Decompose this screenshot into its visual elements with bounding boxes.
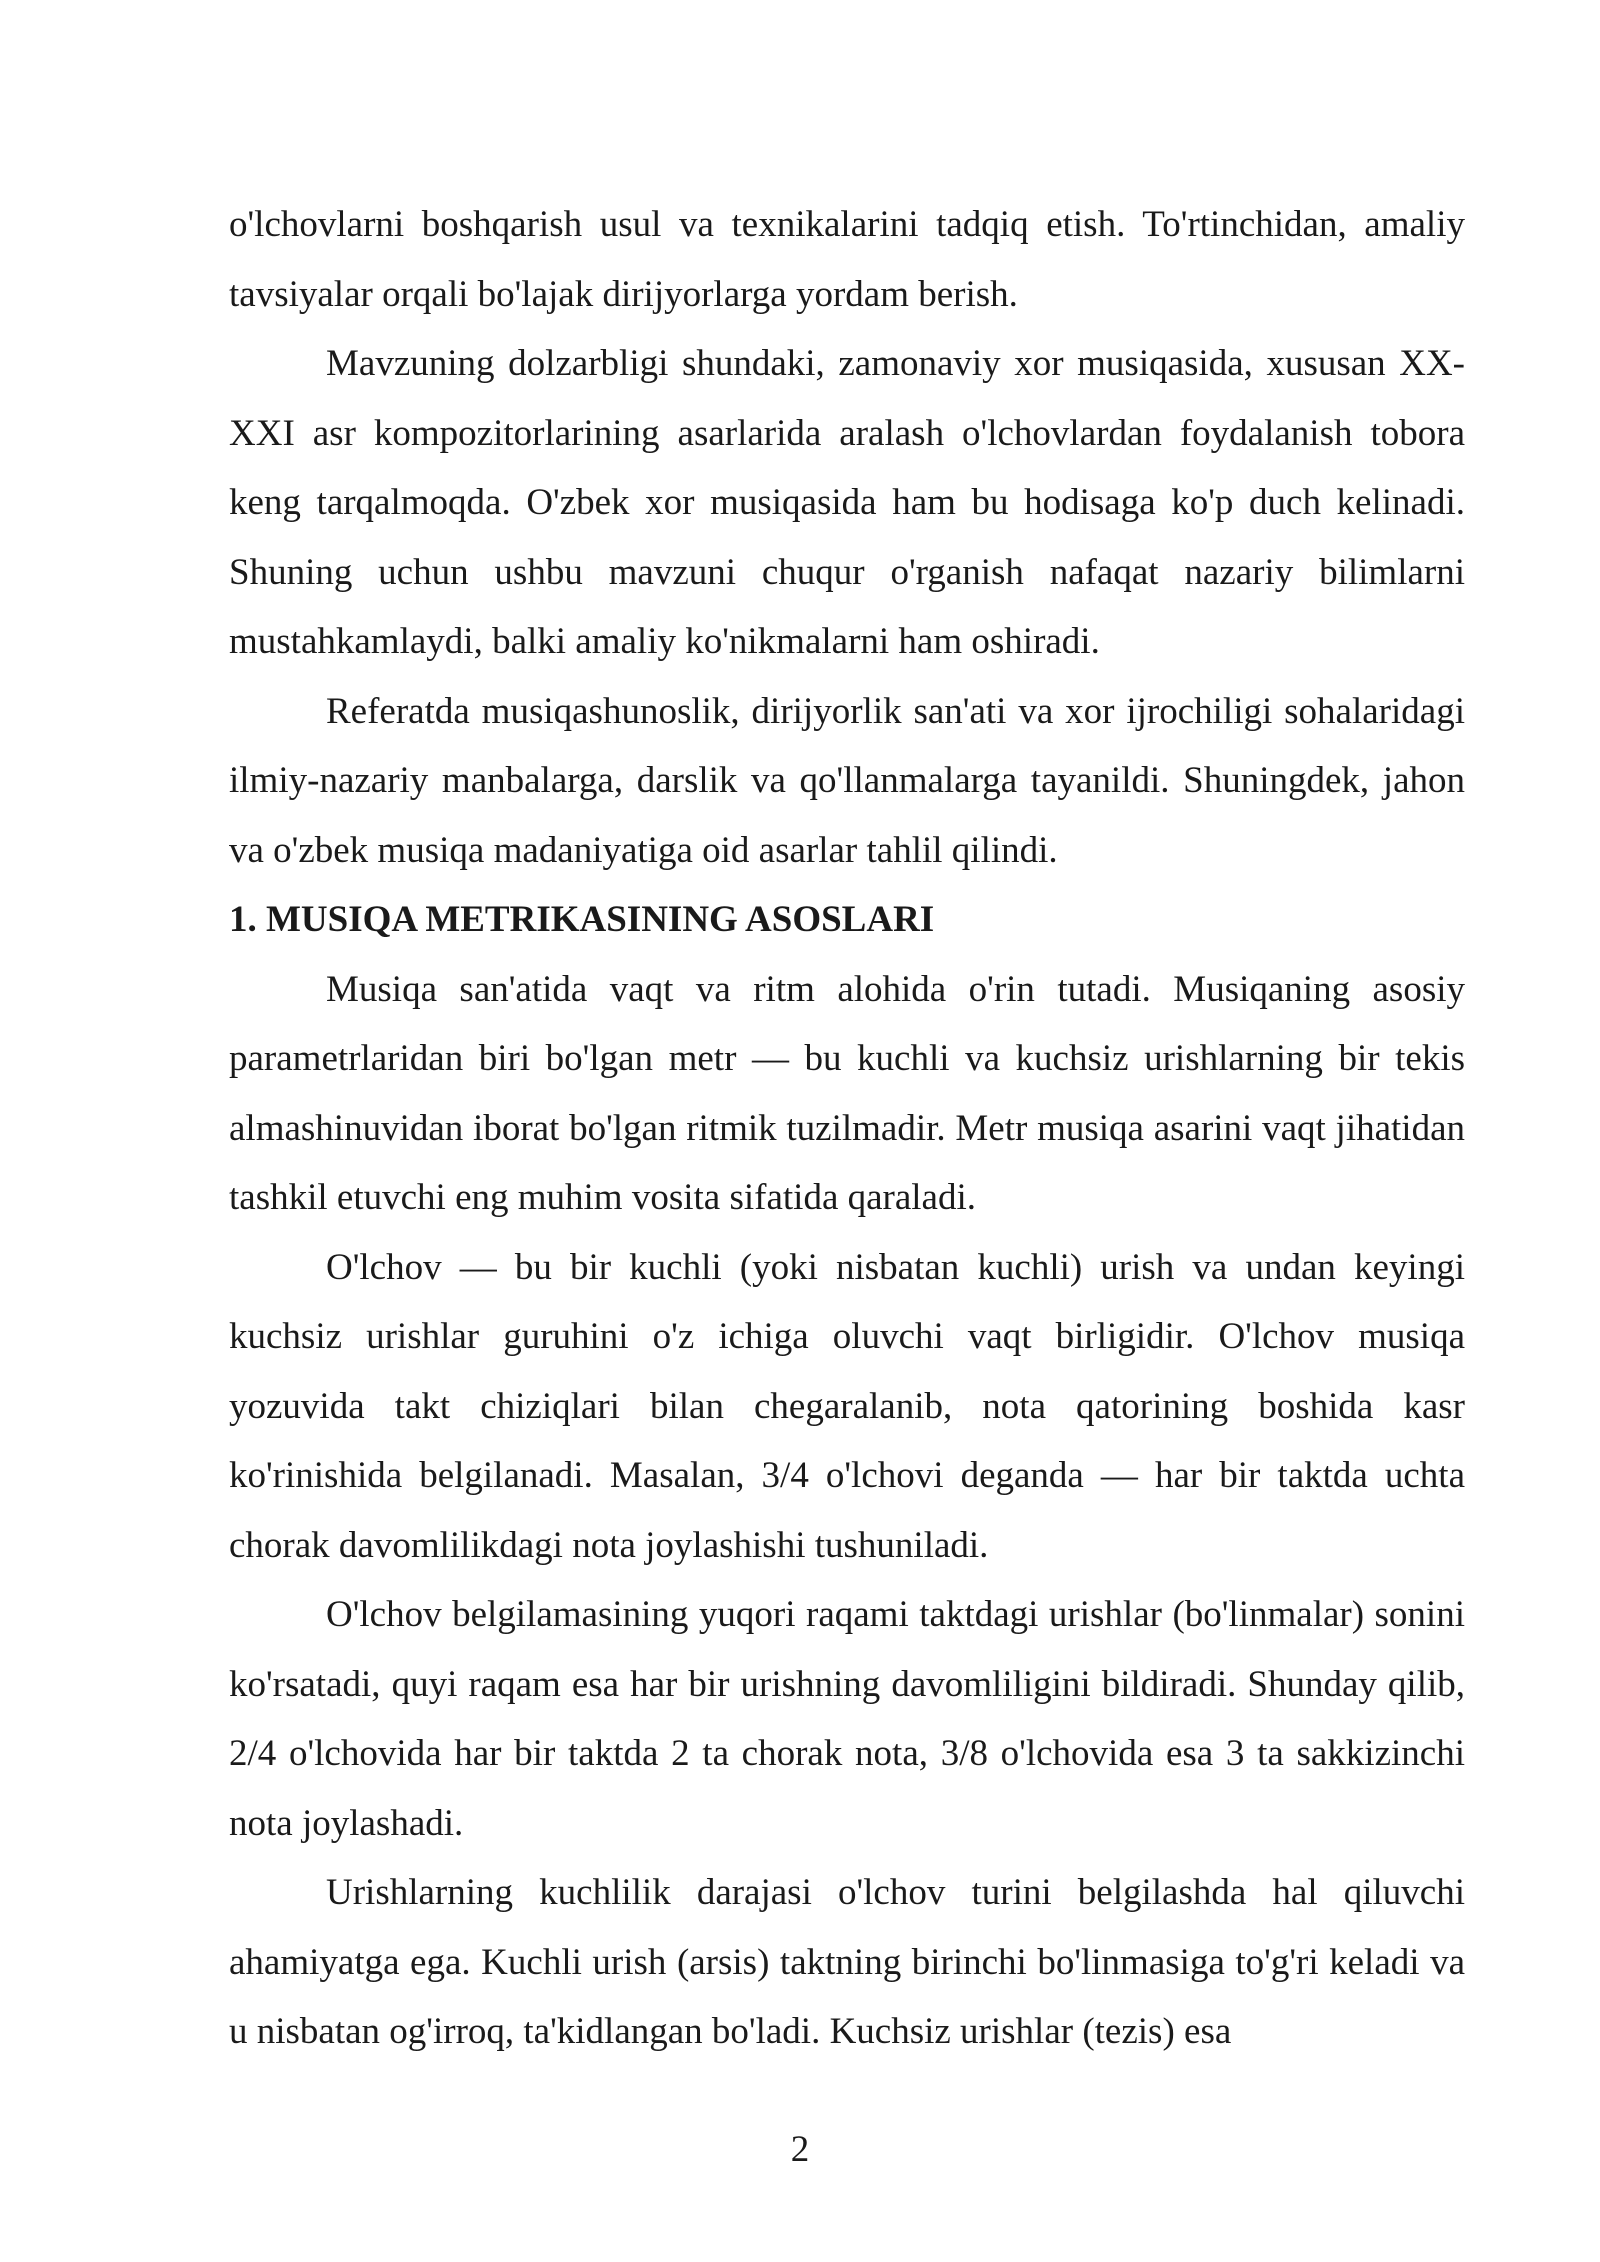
paragraph-continuation: o'lchovlarni boshqarish usul va texnikalarini tadqiq etish. To'rtinchidan, amaliy tavsiyalar orqali bo'lajak dirijyorlarga yordam berish. — [229, 204, 1465, 315]
page-body — [229, 190, 1465, 2067]
paragraph-sources: Referatda musiqashunoslik, dirijyorlik san'ati va xor ijrochiligi sohalaridagi ilmiy-nazariy manbalarga, darslik va qo'llanmalarga tayanildi. Shuningdek, jahon va o'zbek musiqa madaniyatiga oid asarlar tahlil qilindi. — [229, 690, 1465, 871]
section-heading: 1. MUSIQA METRIKASINING ASOSLARI — [229, 899, 935, 940]
paragraph-meter: Musiqa san'atida vaqt va ritm alohida o'rin tutadi. Musiqaning asosiy parametrlaridan biri bo'lgan metr — bu kuchli va kuchsiz urishlarning bir tekis almashinuvidan iborat bo'lgan ritmik tuzilmadir. Metr musiqa asarini vaqt jihatidan tashkil etuvchi eng muhim vosita sifatida qaraladi. — [229, 968, 1465, 1218]
page-number: 2 — [790, 2129, 810, 2170]
paragraph-beat-strength: Urishlarning kuchlilik darajasi o'lchov turini belgilashda hal qiluvchi ahamiyatga ega. Kuchli urish (arsis) taktning birinchi bo'linmasiga to'g'ri keladi va u nisbatan og'irroq, ta'kidlangan bo'ladi. Kuchsiz urishlar (tezis) esa — [229, 1872, 1465, 2052]
paragraph-measure: O'lchov — bu bir kuchli (yoki nisbatan kuchli) urish va undan keyingi kuchsiz urishlar guruhini o'z ichiga oluvchi vaqt birligidir. O'lchov musiqa yozuvida takt chiziqlari bilan chegaralanib, nota qatorining boshida kasr ko'rinishida belgilanadi. Masalan, 3/4 o'lchovi deganda — har bir taktda uchta chorak davomlilikdagi nota joylashishi tushuniladi. — [229, 1246, 1465, 1566]
paragraph-time-signature: O'lchov belgilamasining yuqori raqami taktdagi urishlar (bo'linmalar) sonini ko'rsatadi, quyi raqam esa har bir urishning davomliligini bildiradi. Shunday qilib, 2/4 o'lchovida har bir taktda 2 ta chorak nota, 3/8 o'lchovida esa 3 ta sakkizinchi nota joylashadi. — [229, 1594, 1465, 1844]
paragraph-relevance: Mavzuning dolzarbligi shundaki, zamonaviy xor musiqasida, xususan XX-XXI asr kompozitorlarining asarlarida aralash o'lchovlardan foydalanish tobora keng tarqalmoqda. O'zbek xor musiqasida ham bu hodisaga ko'p duch kelinadi. Shuning uchun ushbu mavzuni chuqur o'rganish nafaqat nazariy bilimlarni mustahkamlaydi, balki amaliy ko'nikmalarni ham oshiradi. — [229, 343, 1465, 662]
